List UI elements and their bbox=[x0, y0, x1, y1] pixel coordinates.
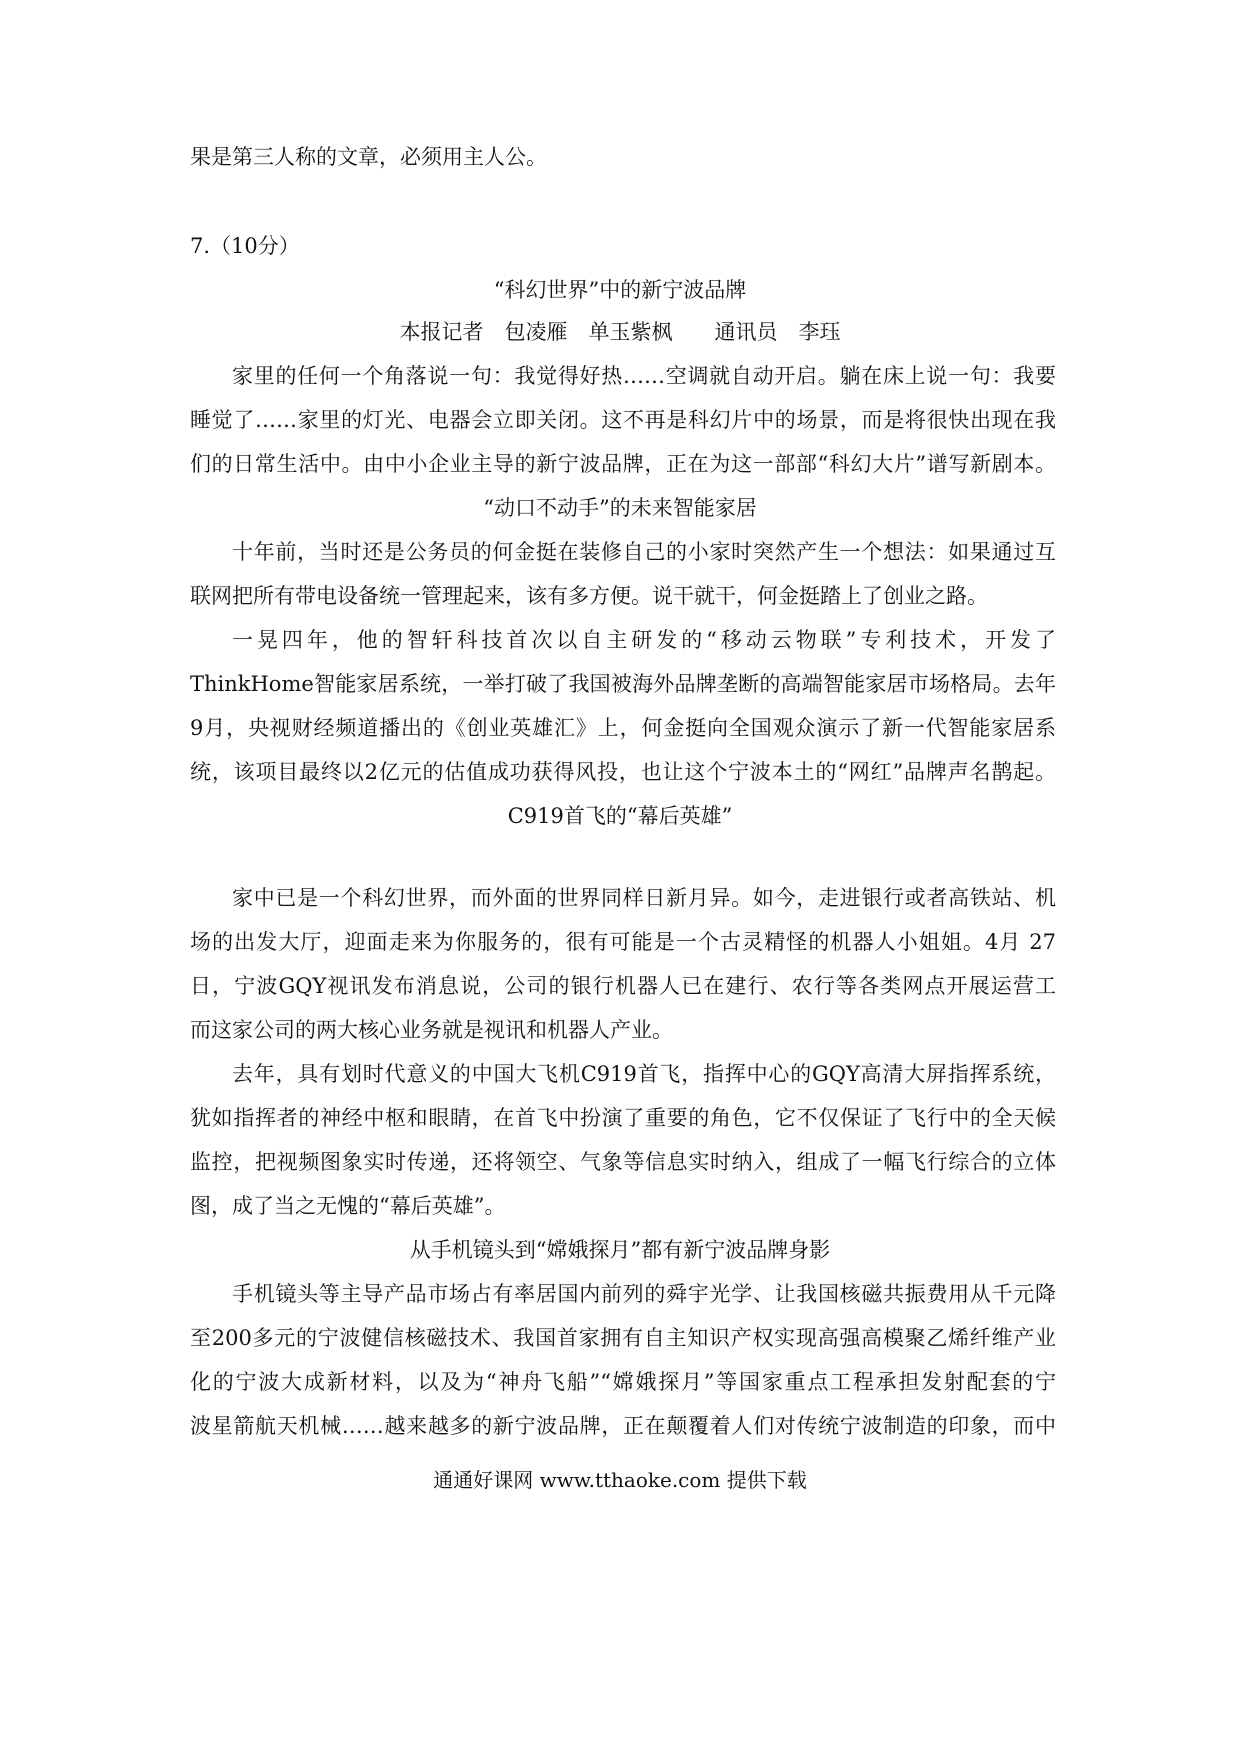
section2-p1-line-2: 场的出发大厅，迎面走来为你服务的，很有可能是一个古灵精怪的机器人小姐姐。4月 27 bbox=[190, 930, 1056, 954]
page-footer: 通通好课网 www.tthaoke.com 提供下载 bbox=[433, 1468, 807, 1492]
section1-p2-line-1: 一晃四年，他的智轩科技首次以自主研发的“移动云物联”专利技术，开发了 bbox=[232, 628, 1056, 652]
continued-text-line: 果是第三人称的文章，必须用主人公。 bbox=[190, 145, 547, 169]
section1-p2-line-4: 统，该项目最终以2亿元的估值成功获得风投，也让这个宁波本土的“网红”品牌声名鹊起。 bbox=[190, 760, 1056, 784]
article-title: “科幻世界”中的新宁波品牌 bbox=[493, 278, 747, 302]
intro-line-1: 家里的任何一个角落说一句：我觉得好热……空调就自动开启。躺在床上说一句：我要 bbox=[232, 364, 1056, 388]
section1-p2-line-3: 9月，央视财经频道播出的《创业英雄汇》上，何金挺向全国观众演示了新一代智能家居系 bbox=[190, 716, 1056, 740]
section3-p1-line-3: 化的宁波大成新材料，以及为“神舟飞船”“嫦娥探月”等国家重点工程承担发射配套的宁 bbox=[190, 1370, 1056, 1394]
section2-p2-line-4: 图，成了当之无愧的“幕后英雄”。 bbox=[190, 1194, 506, 1218]
section2-p2-line-2: 犹如指挥者的神经中枢和眼睛，在首飞中扮演了重要的角色，它不仅保证了飞行中的全天候 bbox=[190, 1106, 1056, 1130]
section1-p1-line-1: 十年前，当时还是公务员的何金挺在装修自己的小家时突然产生一个想法：如果通过互 bbox=[232, 540, 1056, 564]
section2-p1-line-3: 日，宁波GQY视讯发布消息说，公司的银行机器人已在建行、农行等各类网点开展运营工 bbox=[190, 974, 1056, 998]
section2-p1-line-1: 家中已是一个科幻世界，而外面的世界同样日新月异。如今，走进银行或者高铁站、机 bbox=[232, 886, 1056, 910]
section2-p2-line-3: 监控，把视频图象实时传递，还将领空、气象等信息实时纳入，组成了一幅飞行综合的立体 bbox=[190, 1150, 1056, 1174]
section-heading-camera-to-lunar: 从手机镜头到“嫦娥探月”都有新宁波品牌身影 bbox=[409, 1238, 831, 1262]
intro-line-3: 们的日常生活中。由中小企业主导的新宁波品牌，正在为这一部部“科幻大片”谱写新剧本。 bbox=[190, 452, 1056, 476]
section1-p2-line-2: ThinkHome智能家居系统，一举打破了我国被海外品牌垄断的高端智能家居市场格局。去年 bbox=[190, 672, 1056, 696]
section1-p1-line-2: 联网把所有带电设备统一管理起来，该有多方便。说干就干，何金挺踏上了创业之路。 bbox=[190, 584, 988, 608]
section-heading-smart-home: “动口不动手”的未来智能家居 bbox=[483, 496, 757, 520]
article-byline: 本报记者 包凌雁 单玉紫枫 通讯员 李珏 bbox=[399, 320, 841, 344]
section2-p2-line-1: 去年，具有划时代意义的中国大飞机C919首飞，指挥中心的GQY高清大屏指挥系统， bbox=[232, 1062, 1056, 1086]
section2-p1-line-4: 而这家公司的两大核心业务就是视讯和机器人产业。 bbox=[190, 1018, 673, 1042]
intro-line-2: 睡觉了……家里的灯光、电器会立即关闭。这不再是科幻片中的场景，而是将很快出现在我 bbox=[190, 408, 1056, 432]
section3-p1-line-2: 至200多元的宁波健信核磁技术、我国首家拥有自主知识产权实现高强高模聚乙烯纤维产业 bbox=[190, 1326, 1056, 1350]
section3-p1-line-1: 手机镜头等主导产品市场占有率居国内前列的舜宇光学、让我国核磁共振费用从千元降 bbox=[232, 1282, 1056, 1306]
section-heading-c919: C919首飞的“幕后英雄” bbox=[507, 804, 733, 828]
section3-p1-line-4: 波星箭航天机械……越来越多的新宁波品牌，正在颠覆着人们对传统宁波制造的印象，而中 bbox=[190, 1414, 1056, 1438]
question-label: 7.（10分） bbox=[190, 234, 300, 258]
